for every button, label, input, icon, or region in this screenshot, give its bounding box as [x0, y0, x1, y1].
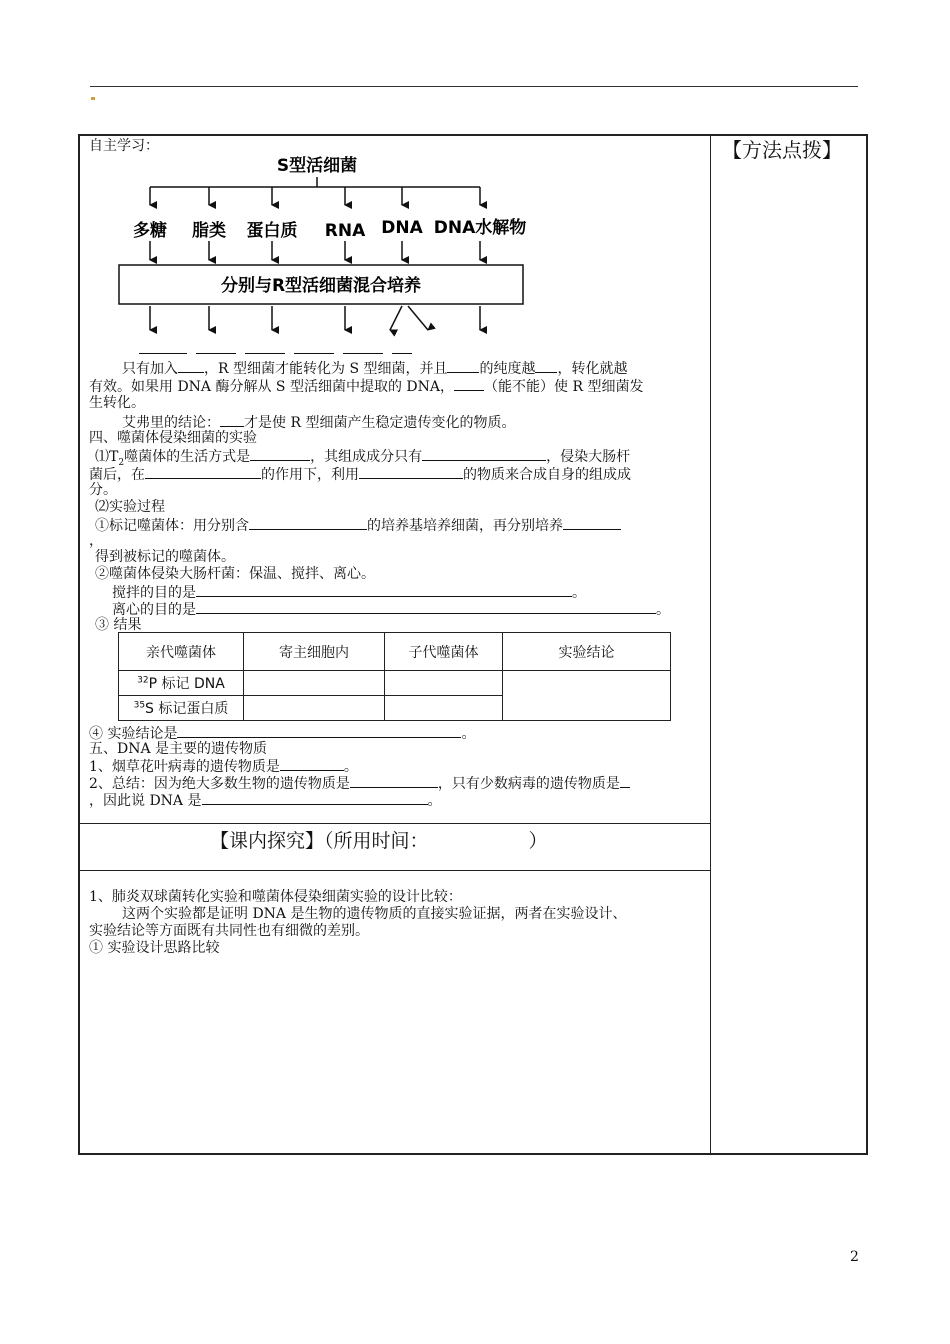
diagram-top-label: S型活细菌 [276, 156, 358, 176]
page-number: 2 [850, 1249, 859, 1265]
blank[interactable] [454, 377, 484, 391]
table-cell[interactable] [385, 696, 503, 721]
component-rna: RNA [324, 221, 366, 241]
blank[interactable] [196, 600, 656, 614]
summary-line-1: 2、总结：因为绝大多数生物的遗传物质是 ，只有少数病毒的遗传物质是 [89, 774, 630, 792]
row-divider-1 [78, 823, 711, 824]
blank[interactable] [620, 774, 630, 788]
blank[interactable] [250, 447, 310, 461]
blank[interactable] [177, 724, 461, 738]
header-mark [91, 97, 95, 100]
phage-line-1: $⑴T_2$噬菌体的生活方式是 ，其组成成分只有 ，侵染大肠杆 [95, 449, 631, 468]
comparison-question: 1、肺炎双球菌转化实验和噬菌体侵染细菌实验的设计比较： [89, 889, 462, 905]
diagram-box-label: 分别与R型活细菌混合培养 [220, 276, 422, 296]
component-dna-hydrolysate: DNA水解物 [433, 218, 527, 238]
design-comparison-heading: ① 实验设计思路比较 [89, 940, 220, 956]
blank[interactable] [422, 447, 546, 461]
labeled-phage-result: 得到被标记的噬菌体。 [95, 549, 235, 565]
header-rule [90, 86, 858, 87]
phage-line-3: 分。 [89, 482, 117, 498]
diagram-result-blanks [139, 340, 412, 358]
component-dna: DNA [381, 218, 423, 238]
stirring-purpose: 搅拌的目的是 。 [112, 585, 586, 601]
component-polysaccharide: 多糖 [133, 221, 167, 241]
infection-steps: ②噬菌体侵染大肠杆菌：保温、搅拌、离心。 [95, 566, 375, 582]
blank[interactable] [202, 791, 428, 805]
experiment-process-heading: ⑵实验过程 [95, 499, 165, 515]
blank[interactable] [359, 465, 463, 479]
avery-conclusion: 艾弗里的结论： 才是使 R 型细菌产生稳定遗传变化的物质。 [122, 415, 516, 431]
label-phage-line: ①标记噬菌体：用分别含 的培养基培养细菌，再分别培养 [95, 516, 621, 534]
results-table [118, 632, 671, 721]
section-4-heading: 四、噬菌体侵染细菌的实验 [89, 430, 257, 446]
comparison-text-1: 这两个实验都是证明 DNA 是生物的遗传物质的直接实验证据，两者在实验设计、 [122, 906, 627, 922]
table-row-35s: $^{35}$S 标记蛋白质 [119, 696, 244, 721]
blank[interactable] [350, 774, 438, 788]
table-header-host-cell: 寄主细胞内 [244, 633, 385, 671]
section-5-heading: 五、DNA 是主要的遗传物质 [89, 741, 268, 757]
in-class-exploration-title: 【课内探究】（所用时间： ） [210, 830, 548, 852]
tmv-line: 1、烟草花叶病毒的遗传物质是 。 [89, 759, 358, 775]
blank[interactable] [220, 413, 244, 427]
text-line-2: 有效。如果用 DNA 酶分解从 S 型活细菌中提取的 DNA， （能不能）使 R 型细菌发 [89, 379, 644, 395]
row-divider-2 [78, 870, 711, 871]
table-row-32p: $^{32}$P 标记 DNA [119, 671, 244, 696]
component-lipid: 脂类 [192, 221, 226, 241]
method-tips-title: 【方法点拨】 [722, 138, 842, 162]
blank[interactable] [249, 516, 367, 530]
summary-line-2: ，因此说 DNA 是 。 [89, 793, 442, 809]
self-study-label: 自主学习： [89, 138, 159, 154]
component-protein: 蛋白质 [246, 221, 298, 241]
text-line-1: 只有加入 ，R 型细菌才能转化为 S 型细菌，并且 的纯度越 ，转化就越 [122, 361, 628, 377]
results-heading: ③ 结果 [95, 617, 142, 633]
blank[interactable] [447, 359, 479, 373]
transformation-diagram [112, 150, 532, 345]
experiment-conclusion: ④ 实验结论是 。 [89, 726, 476, 742]
comma-line: ， [89, 533, 103, 549]
phage-line-2: 菌后，在 的作用下，利用 的物质来合成自身的组成成 [89, 467, 631, 483]
table-header-conclusion: 实验结论 [503, 633, 671, 671]
table-cell[interactable] [244, 671, 385, 696]
table-cell[interactable] [385, 671, 503, 696]
blank[interactable] [196, 583, 572, 597]
column-divider [710, 134, 711, 1155]
table-cell[interactable] [244, 696, 385, 721]
centrifuge-purpose: 离心的目的是 。 [112, 602, 670, 618]
blank[interactable] [535, 359, 557, 373]
blank[interactable] [178, 359, 204, 373]
table-header-offspring-phage: 子代噬菌体 [385, 633, 503, 671]
comparison-text-2: 实验结论等方面既有共同性也有细微的差别。 [89, 923, 369, 939]
blank[interactable] [145, 465, 261, 479]
table-cell-conclusion[interactable] [503, 671, 671, 721]
blank[interactable] [563, 516, 621, 530]
text-line-3: 生转化。 [89, 395, 145, 411]
table-header-parent-phage: 亲代噬菌体 [119, 633, 244, 671]
blank[interactable] [280, 757, 344, 771]
